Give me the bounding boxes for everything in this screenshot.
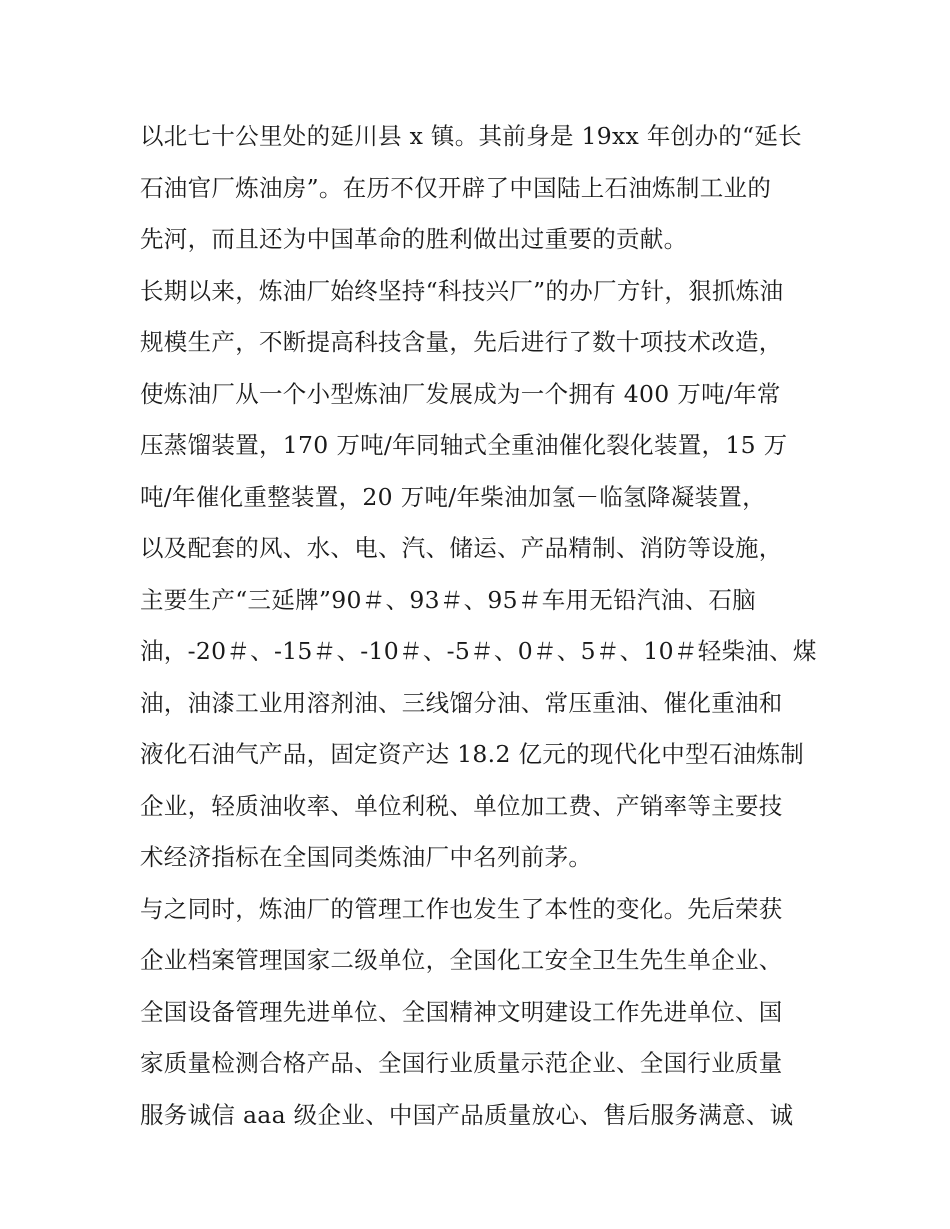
text-line: 油，-20＃、-15＃、-10＃、-5＃、0＃、5＃、10＃轻柴油、煤 <box>140 637 817 665</box>
text-line: 长期以来，炼油厂始终坚持“科技兴厂”的办厂方针，狠抓炼油 <box>140 276 784 305</box>
text-line: 使炼油厂从一个小型炼油厂发展成为一个拥有 400 万吨/年常 <box>140 379 781 408</box>
text-line: 先河，而且还为中国革命的胜利做出过重要的贡献。 <box>140 225 688 253</box>
text-line: 油，油漆工业用溶剂油、三线馏分油、常压重油、催化重油和 <box>140 688 783 717</box>
document-body <box>140 111 820 1141</box>
text-line: 石油官厂炼油房”。在历不仅开辟了中国陆上石油炼制工业的 <box>140 173 772 202</box>
text-line: 与之同时，炼油厂的管理工作也发生了本性的变化。先后荣获 <box>140 894 783 923</box>
text-line: 企业档案管理国家二级单位，全国化工安全卫生先生单企业、 <box>140 946 783 974</box>
text-line: 以北七十公里处的延川县 x 镇。其前身是 19xx 年创办的“延长 <box>140 122 802 150</box>
text-line: 术经济指标在全国同类炼油厂中名列前茅。 <box>140 843 593 871</box>
text-line: 以及配套的风、水、电、汽、储运、产品精制、消防等设施， <box>140 534 783 562</box>
text-line: 企业，轻质油收率、单位利税、单位加工费、产销率等主要技 <box>140 791 783 820</box>
text-line: 服务诚信 aaa 级企业、中国产品质量放心、售后服务满意、诚 <box>140 1100 794 1129</box>
text-line: 全国设备管理先进单位、全国精神文明建设工作先进单位、国 <box>140 997 783 1026</box>
text-line: 吨/年催化重整装置，20 万吨/年柴油加氢－临氢降凝装置， <box>140 482 766 511</box>
text-line: 压蒸馏装置，170 万吨/年同轴式全重油催化裂化装置，15 万 <box>140 431 788 459</box>
text-line: 液化石油气产品，固定资产达 18.2 亿元的现代化中型石油炼制 <box>140 740 805 768</box>
text-line: 主要生产“三延牌”90＃、93＃、95＃车用无铅汽油、石脑 <box>140 585 756 614</box>
text-line: 规模生产，不断提高科技含量，先后进行了数十项技术改造， <box>140 328 783 356</box>
text-line: 家质量检测合格产品、全国行业质量示范企业、全国行业质量 <box>140 1049 783 1077</box>
